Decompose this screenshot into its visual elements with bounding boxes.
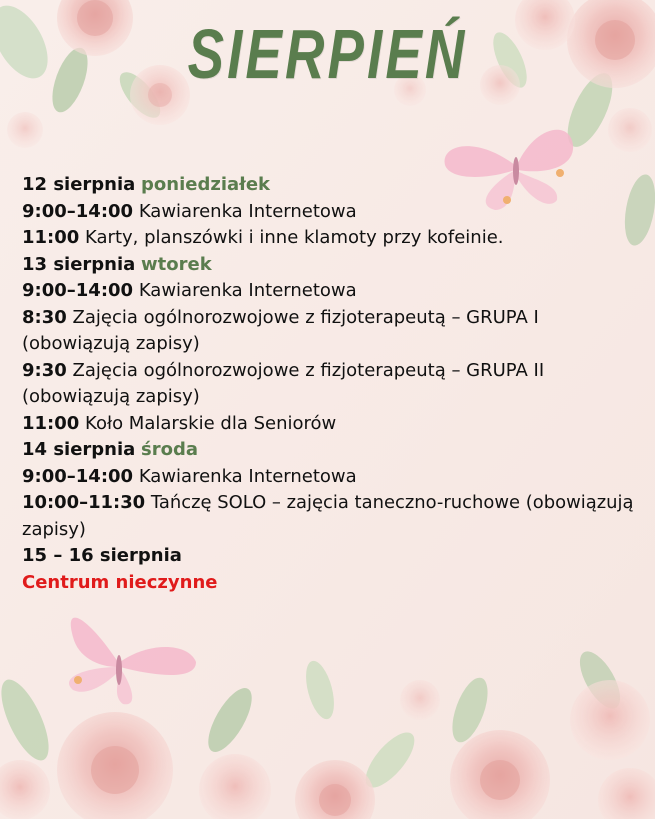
schedule-entry (22, 305, 622, 332)
entry-time: 9:00–14:00 (22, 280, 134, 301)
schedule-entry (22, 278, 622, 305)
entry-time: 11:00 (22, 227, 80, 248)
date-heading (22, 437, 622, 464)
weekday-text: środa (141, 439, 199, 460)
schedule-entry (22, 411, 622, 438)
entry-time: 8:30 (22, 306, 67, 328)
entry-text: Karty, planszówki i inne klamoty przy kofeinie. (85, 227, 504, 248)
entry-note: zapisy) (22, 518, 86, 540)
entry-text: Kawiarenka Internetowa (138, 280, 357, 301)
schedule-entry (22, 490, 634, 517)
schedule-entry (22, 199, 622, 226)
entry-text: Koło Malarskie dla Seniorów (85, 412, 337, 434)
entry-time: 9:30 (22, 359, 67, 381)
date-heading (22, 543, 622, 570)
date-heading (22, 252, 622, 279)
entry-time: 9:00–14:00 (22, 200, 134, 222)
date-text: 14 sierpnia (22, 439, 136, 460)
page-title: SIERPIEŃ (187, 15, 468, 93)
schedule-list (22, 172, 634, 596)
date-text: 13 sierpnia (22, 253, 136, 275)
entry-text: Zajęcia ogólnorozwojowe z fizjoterapeutą – GRUPA II (72, 359, 545, 381)
schedule-entry (22, 464, 622, 491)
entry-note: (obowiązują zapisy) (22, 333, 200, 354)
date-heading (22, 172, 622, 199)
entry-text: Tańczę SOLO – zajęcia taneczno-ruchowe (obowiązują (150, 492, 634, 513)
closed-notice (22, 570, 622, 597)
closed-text: Centrum nieczynne (22, 571, 218, 593)
weekday-text: poniedziałek (141, 174, 271, 195)
schedule-entry (22, 225, 622, 252)
entry-text: Kawiarenka Internetowa (138, 200, 357, 222)
entry-time: 10:00–11:30 (22, 492, 146, 513)
entry-time: 11:00 (22, 412, 80, 434)
entry-text: Kawiarenka Internetowa (138, 465, 357, 487)
date-text: 15 – 16 sierpnia (22, 545, 182, 566)
date-text: 12 sierpnia (22, 174, 136, 195)
entry-text: Zajęcia ogólnorozwojowe z fizjoterapeutą – GRUPA I (72, 306, 539, 328)
entry-note: (obowiązują zapisy) (22, 386, 200, 407)
entry-time: 9:00–14:00 (22, 465, 134, 487)
weekday-text: wtorek (141, 253, 212, 275)
schedule-entry (22, 358, 622, 385)
